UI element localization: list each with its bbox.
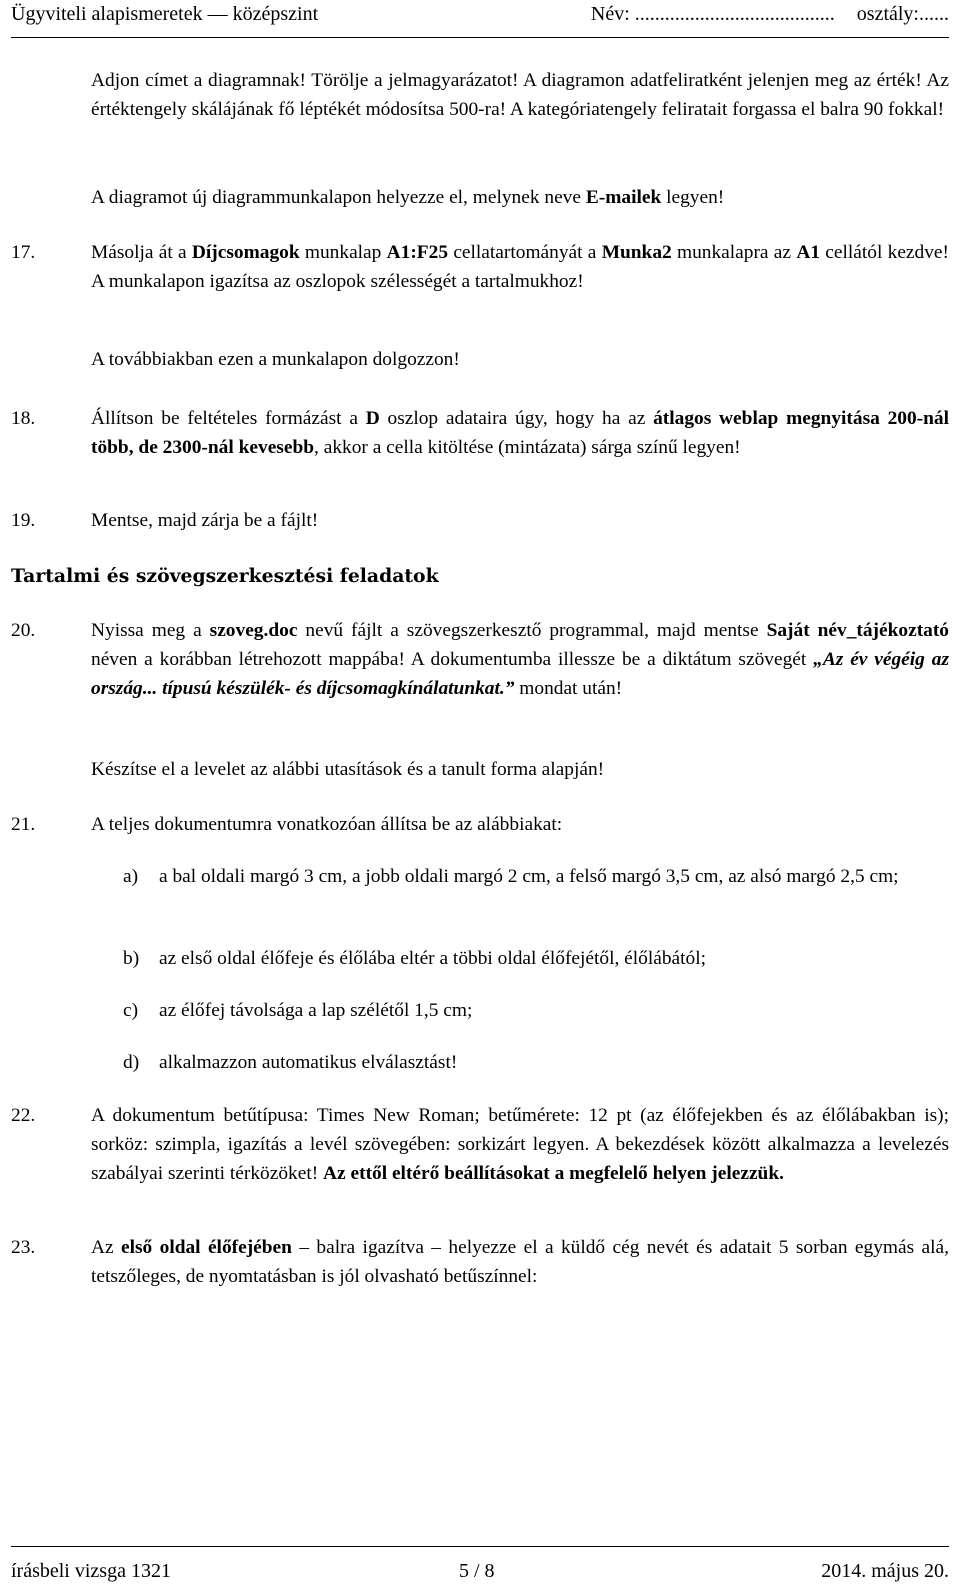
intro-paragraph — [91, 66, 949, 124]
sheet-name: E-mailek — [585, 187, 662, 208]
list-item-label: b) — [123, 948, 140, 969]
list-item-label: c) — [123, 1000, 139, 1021]
header-rule — [11, 37, 949, 38]
task-text: A dokumentum betűtípusa: Times New Roman; betűmérete: 12 pt (az élőfejekben és az élőlábakban is); sorköz: szimpla, igazítás a levél szövegében: sorkizárt legyen. A bekezdések között alkalmazza a levelezés szabályai szerinti térközöket! Az ettől eltérő beállításokat a megfelelő helyen jelezzük. — [91, 1105, 949, 1184]
list-item-text: az első oldal élőfeje és élőlába eltér a többi oldal élőfejétől, élőlábától; — [159, 948, 707, 969]
footer-date: 2014. május 20. — [821, 1560, 949, 1582]
task-number: 18. — [11, 408, 36, 429]
task-text: Mentse, majd zárja be a fájlt! — [91, 510, 319, 531]
intro-sheet-paragraph: A diagramot új diagrammunkalapon helyezze el, melynek neve E-mailek legyen! — [91, 187, 725, 208]
task-text: Az első oldal élőfejében – balra igazítva – helyezze el a küldő cég nevét és adatait 5 sorban egymás alá, tetszőleges, de nyomtatásban is jól olvasható betűszínnel: — [91, 1237, 949, 1287]
task-text: A teljes dokumentumra vonatkozóan állítsa be az alábbiakat: — [91, 814, 563, 835]
footer-rule — [11, 1546, 949, 1547]
list-item-text: a bal oldali margó 3 cm, a jobb oldali margó 2 cm, a felső margó 3,5 cm, az alsó margó 2,5 cm; — [159, 866, 899, 887]
list-item-text: alkalmazzon automatikus elválasztást! — [159, 1052, 458, 1073]
task-number: 17. — [11, 242, 36, 263]
section-title: Tartalmi és szövegszerkesztési feladatok — [11, 565, 439, 587]
task-20-note: Készítse el a levelet az alábbi utasítások és a tanult forma alapján! — [91, 759, 605, 780]
name-field: Név: ........................................ — [590, 3, 835, 25]
task-text: Másolja át a Díjcsomagok munkalap A1:F25 cellatartományát a Munka2 munkalapra az A1 cellától kezdve! A munkalapon igazítsa az oszlopok szélességét a tartalmukhoz! — [91, 242, 949, 292]
task-text: Nyissa meg a szoveg.doc nevű fájlt a szövegszerkesztő programmal, majd mentse Saját név_tájékoztató néven a korábban létrehozott mappába! A dokumentumba illessze be a diktátum szövegét „Az év végéig az ország... típusú készülék- és díjcsomagkínálatunkat.” mondat után! — [91, 620, 950, 699]
task-text: Állítson be feltételes formázást a D oszlop adataira úgy, hogy ha az átlagos weblap megnyitása 200-nál több, de 2300-nál kevesebb, akkor a cella kitöltése (mintázata) sárga színű legyen! — [91, 408, 949, 458]
list-item — [123, 1048, 949, 1077]
footer-page-number: 5 / 8 — [459, 1560, 495, 1582]
list-item-label: a) — [123, 866, 139, 887]
header-title: Ügyviteli alapismeretek — középszint — [11, 3, 319, 25]
page-footer — [11, 1560, 949, 1590]
footer-exam-id: írásbeli vizsga 1321 — [11, 1560, 171, 1582]
list-item-text: az élőfej távolsága a lap szélétől 1,5 cm; — [159, 1000, 473, 1021]
task-17-note: A továbbiakban ezen a munkalapon dolgozzon! — [91, 349, 460, 370]
list-item-label: d) — [123, 1052, 140, 1073]
intro-text: Adjon címet a diagramnak! Törölje a jelmagyarázatot! A diagramon adatfeliratként jelenjen meg az érték! Az értéktengely skálájának fő léptékét módosítsa 500-ra! A kategóriatengely feliratait forgassa el balra 90 fokkal! — [91, 70, 949, 120]
list-item — [123, 944, 949, 973]
task-number: 22. — [11, 1105, 36, 1126]
task-number: 23. — [11, 1237, 36, 1258]
list-item — [123, 996, 949, 1025]
header-fields — [591, 3, 949, 26]
task-number: 21. — [11, 814, 36, 835]
task-number: 20. — [11, 620, 36, 641]
page-header — [11, 3, 949, 37]
list-item — [123, 862, 949, 891]
class-field: osztály:...... — [856, 3, 949, 25]
task-number: 19. — [11, 510, 36, 531]
